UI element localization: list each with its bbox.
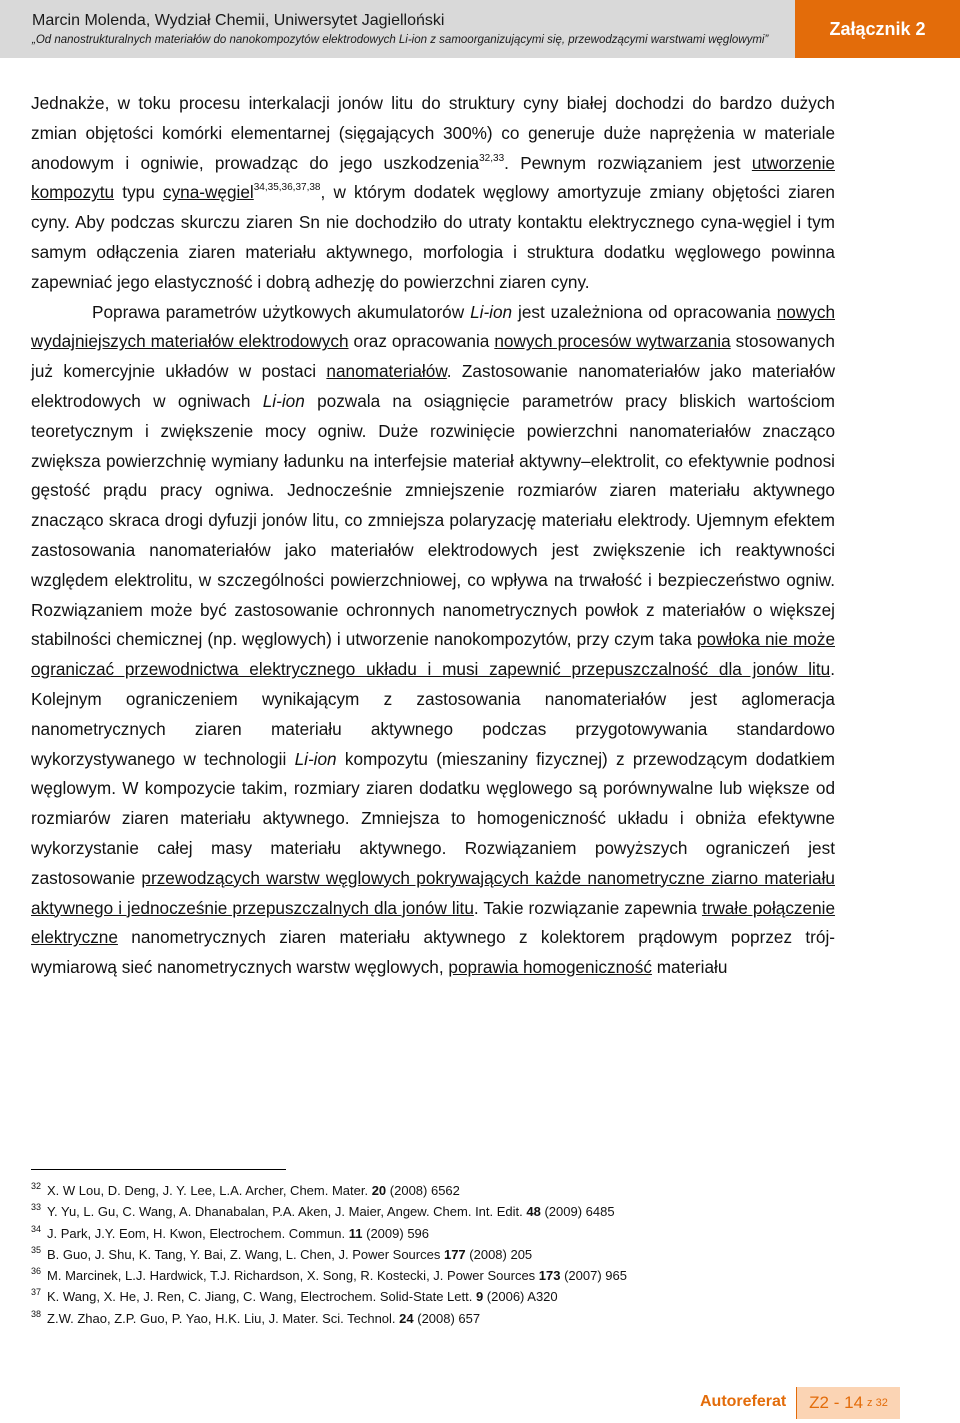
footnote-text: M. Marcinek, L.J. Hardwick, T.J. Richardson, X. Song, R. Kostecki, J. Power Sources xyxy=(47,1268,539,1284)
text-run: jest uzależniona od opracowania xyxy=(512,301,777,322)
text-run: . Takie rozwiązanie zapewnia xyxy=(473,897,702,918)
header-author: Marcin Molenda, Wydział Chemii, Uniwersytet Jagielloński xyxy=(32,12,445,29)
text-run: Jednakże, w toku procesu interkalacji jonów litu do struktury cyny białej dochodzi do bardzo dużych zmian objętości komórki elementarnej (sięgających 300%) co generuje duże naprężenia w materiale anodowym i ogniwie, prowadząc do jego uszkodzenia xyxy=(31,93,835,173)
footnote-ref: 34,35,36,37,38 xyxy=(253,182,321,194)
italic-text: Li-ion xyxy=(262,390,305,411)
page-number xyxy=(797,1387,900,1419)
text-run: Poprawa parametrów użytkowych akumulatorów xyxy=(92,301,471,322)
text-run: pozwala na osiągnięcie parametrów pracy bliskich wartościom teoretycznym i zwiększenie mocy ogniw. Duże rozwinięcie powierzchni nanomateriałów znacząco zwiększa powierzchnię wymiany ładunku na interfejsie materiał aktywny–elektrolit, co efektywnie podnosi gęstość prądu pracy ogniwa. Jednocześnie zmniejszenie rozmiarów ziaren materiału aktywnego znacząco skraca drogi dyfuzji jonów litu, co zmniejsza polaryzację materiału elektrody. Ujemnym efektem zastosowania nanomateriałów jako materiałów elektrodowych jest zwiększenie ich reaktywności względem elektrolitu, w szczególności powierzchniowej, co wpływa na trwałość i bezpieczeństwo ogniw. Rozwiązaniem może być zastosowanie ochronnych nanometrycznych powłok z materiałów o większej stabilności chemicznej (np. węglowych) i utworzenie nanokompozytów, przy czym taka xyxy=(31,390,835,650)
footnote-text: (2008) 205 xyxy=(465,1246,533,1262)
underlined-text: poprawia homogeniczność xyxy=(448,957,652,978)
document-body xyxy=(31,89,835,983)
text-run: oraz opracowania xyxy=(348,331,495,352)
page-footer xyxy=(700,1387,960,1419)
footnote-text: (2006) A320 xyxy=(483,1289,558,1305)
footnote-volume: 24 xyxy=(399,1310,414,1326)
footnote-text: Y. Yu, L. Gu, C. Wang, A. Dhanabalan, P.A. Aken, J. Maier, Angew. Chem. Int. Edit. xyxy=(47,1204,527,1220)
page-number-value: Z2 - 14 xyxy=(809,1393,864,1412)
italic-text: Li-ion xyxy=(470,301,513,322)
paragraph-2 xyxy=(31,298,835,983)
footnote-volume: 48 xyxy=(526,1204,541,1220)
page-header xyxy=(0,0,960,58)
text-run: stosowanych już komercyjnie układów w postaci xyxy=(31,331,835,382)
footnote-volume: 173 xyxy=(538,1268,561,1284)
footnote-item xyxy=(31,1201,851,1222)
underlined-text: nowych procesów wytwarzania xyxy=(494,331,731,352)
footnote-volume: 20 xyxy=(371,1183,387,1198)
underlined-text: nowych wydajniejszych materiałów elektrodowych xyxy=(31,301,836,352)
footnote-number: 37 xyxy=(31,1287,42,1298)
paragraph-1 xyxy=(31,89,835,298)
text-run: materiału xyxy=(651,957,728,978)
underlined-text: utworzenie kompozytu xyxy=(31,152,835,203)
underlined-text: trwałe połączenie elektryczne xyxy=(31,897,836,948)
italic-text: Li-ion xyxy=(294,748,337,769)
text-run: . Kolejnym ograniczeniem wynikającym z zastosowania nanomateriałów jest aglomeracja nanometrycznych ziaren materiału aktywnego podczas przygotowywania standardowo wykorzystywanego w technologii xyxy=(31,659,835,769)
footnote-number: 36 xyxy=(31,1266,42,1277)
footnote-text: B. Guo, J. Shu, K. Tang, Y. Bai, Z. Wang, L. Chen, J. Power Sources xyxy=(47,1246,444,1262)
footnote-ref: 32,33 xyxy=(479,152,505,164)
footnote-separator xyxy=(31,1169,286,1170)
footnote-number: 34 xyxy=(31,1223,42,1234)
footnote-item xyxy=(31,1244,851,1265)
footnote-text: Z.W. Zhao, Z.P. Guo, P. Yao, H.K. Liu, J. Mater. Sci. Technol. xyxy=(47,1310,400,1326)
text-run: . Zastosowanie nanomateriałów jako materiałów elektrodowych w ogniwach xyxy=(31,361,835,411)
footnote-text: (2007) 965 xyxy=(560,1268,627,1284)
underlined-text: cyna-węgiel xyxy=(162,182,254,203)
text-run: kompozytu (mieszaniny fizycznej) z przewodzącym dodatkiem węglowym. W kompozycie takim, rozmiary ziaren dodatku węglowego są porównywalne lub większe od rozmiarów ziaren materiału aktywnego. Zmniejsza to homogeniczność układu i obniża efektywne wykorzystanie całej masy materiału aktywnego. Rozwiązaniem powyższych ograniczeń jest zastosowanie xyxy=(31,748,836,888)
footnote-volume: 9 xyxy=(475,1289,484,1305)
footnote-text: (2009) 596 xyxy=(362,1225,430,1241)
footnote-text: (2009) 6485 xyxy=(540,1204,615,1220)
text-run: , w którym dodatek węglowy amortyzuje zmiany objętości ziaren cyny. Aby podczas skurczu ziaren Sn nie dochodziło do utraty kontaktu elektrycznego cyna-węgiel i tym samym odłączenia ziaren materiału aktywnego, morfologia i struktura dodatku węglowego powinna zapewniać jego elastyczność i dobrą adhezję do powierzchni ziaren cyny. xyxy=(31,182,835,292)
text-run: typu xyxy=(114,182,163,203)
footnote-text: (2008) 657 xyxy=(413,1310,481,1326)
header-subtitle: „Od nanostrukturalnych materiałów do nanokompozytów elektrodowych Li-ion z samoorganizującymi się, przewodzącymi warstwami węglowymi” xyxy=(32,34,769,46)
underlined-text: przewodzących warstw węglowych pokrywających każde nanometryczne ziarno materiału aktywnego i jednocześnie przepuszczalnych dla jonów litu xyxy=(31,867,835,918)
footnote-text: J. Park, J.Y. Eom, H. Kwon, Electrochem. Commun. xyxy=(47,1225,349,1241)
footnote-number: 35 xyxy=(31,1244,42,1255)
footnote-number: 38 xyxy=(31,1308,42,1319)
underlined-text: nanomateriałów xyxy=(326,361,447,382)
footnote-text: X. W Lou, D. Deng, J. Y. Lee, L.A. Archer, Chem. Mater. xyxy=(47,1183,372,1198)
footnotes xyxy=(31,1180,851,1329)
footnote-number: 32 xyxy=(31,1181,42,1191)
underlined-text: powłoka nie może ograniczać przewodnictwa elektrycznego układu i musi zapewnić przepuszczalność dla jonów litu xyxy=(31,629,835,680)
footnote-item xyxy=(31,1265,851,1286)
footnote-text: (2008) 6562 xyxy=(386,1183,460,1198)
footnote-item xyxy=(31,1308,851,1329)
footnote-item xyxy=(31,1223,851,1244)
header-band xyxy=(0,0,795,58)
footnote-number: 33 xyxy=(31,1202,42,1213)
footnote-item xyxy=(31,1180,851,1201)
attachment-label: Załącznik 2 xyxy=(795,0,960,58)
footnote-volume: 11 xyxy=(348,1225,363,1241)
footnote-item xyxy=(31,1286,851,1307)
footer-label: Autoreferat xyxy=(700,1393,787,1410)
text-run: . Pewnym rozwiązaniem jest xyxy=(504,152,752,173)
page-total: z 32 xyxy=(867,1397,888,1409)
footnote-text: K. Wang, X. He, J. Ren, C. Jiang, C. Wang, Electrochem. Solid-State Lett. xyxy=(47,1289,476,1305)
text-run: nanometrycznych ziaren materiału aktywnego z kolektorem prądowym poprzez trój-wymiarową sieć nanometrycznych warstw węglowych, xyxy=(31,927,835,978)
footnote-volume: 177 xyxy=(443,1246,466,1262)
